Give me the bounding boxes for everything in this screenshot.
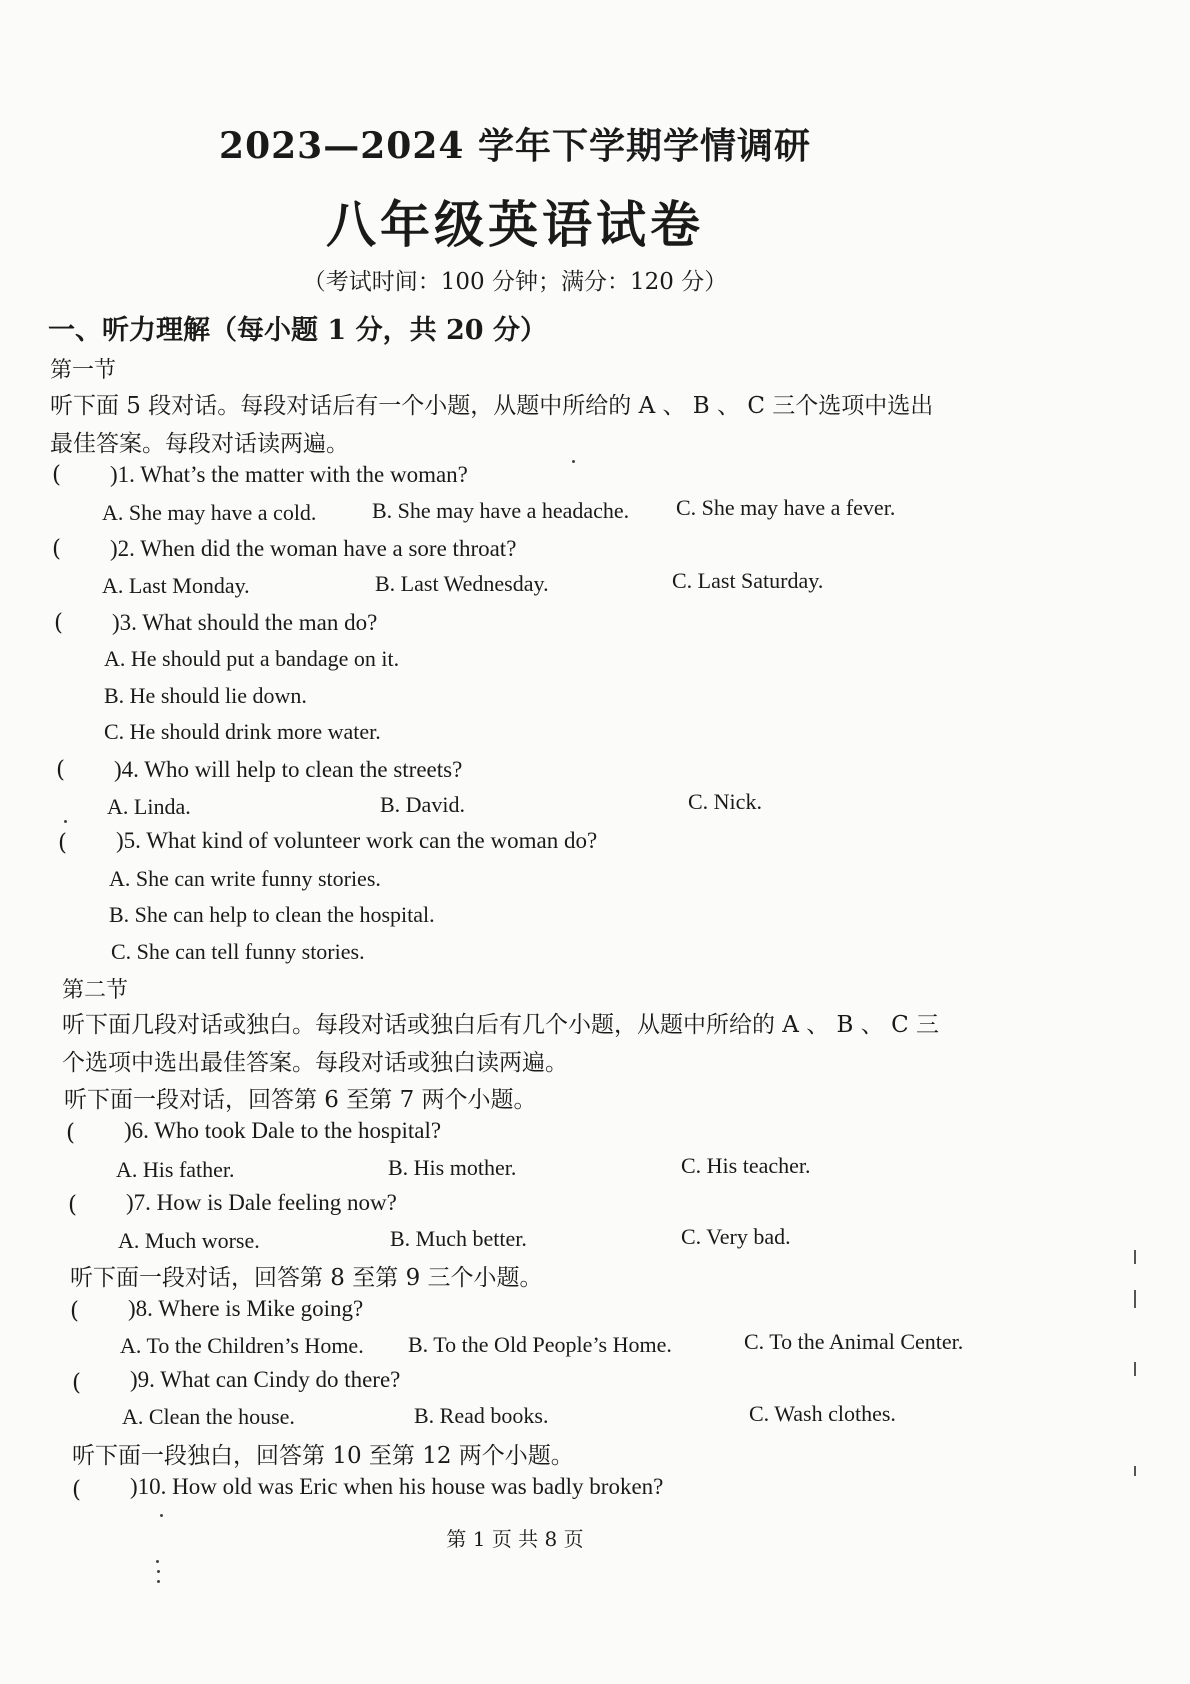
q3-option-c: C. He should drink more water. xyxy=(104,719,381,744)
answer-blank: ( xyxy=(52,462,61,488)
question-1: )1. What’s the matter with the woman? xyxy=(110,462,468,487)
margin-mark xyxy=(1134,1290,1136,1308)
margin-mark xyxy=(1134,1362,1136,1376)
margin-mark xyxy=(1134,1466,1136,1476)
scan-speck xyxy=(160,1514,163,1517)
question-8: )8. Where is Mike going? xyxy=(128,1296,364,1321)
q4-option-c: C. Nick. xyxy=(688,789,762,814)
answer-blank: ( xyxy=(70,1298,79,1324)
q8-option-b: B. To the Old People’s Home. xyxy=(408,1332,672,1357)
scan-speck xyxy=(64,820,67,823)
answer-blank: ( xyxy=(52,536,61,562)
scan-speck xyxy=(157,1570,160,1573)
question-2: )2. When did the woman have a sore throat? xyxy=(110,536,517,561)
scan-speck xyxy=(156,1560,159,1563)
q2-option-b: B. Last Wednesday. xyxy=(375,571,549,596)
q5-option-b: B. She can help to clean the hospital. xyxy=(109,902,435,927)
q3-option-a: A. He should put a bandage on it. xyxy=(104,646,400,671)
answer-blank: ( xyxy=(72,1370,81,1396)
answer-blank: ( xyxy=(72,1477,81,1503)
group-instruction-8-9: 听下面一段对话，回答第 8 至第 9 三个小题。 xyxy=(70,1265,543,1291)
part1-instruction-line2: 最佳答案。每段对话读两遍。 xyxy=(50,431,349,457)
group-instruction-10-12: 听下面一段独白，回答第 10 至第 12 两个小题。 xyxy=(72,1443,574,1469)
q1-option-a: A. She may have a cold. xyxy=(102,500,317,525)
part2-label: 第二节 xyxy=(62,978,129,1003)
question-5: )5. What kind of volunteer work can the woman do? xyxy=(116,828,598,853)
q6-option-b: B. His mother. xyxy=(388,1155,517,1180)
q6-option-a: A. His father. xyxy=(116,1157,235,1182)
q2-option-a: A. Last Monday. xyxy=(102,573,250,598)
q1-option-c: C. She may have a fever. xyxy=(676,495,896,520)
q1-option-b: B. She may have a headache. xyxy=(372,498,630,523)
question-9: )9. What can Cindy do there? xyxy=(130,1367,401,1392)
exam-info: （考试时间：100 分钟；满分：120 分） xyxy=(302,269,728,295)
part2-instruction-line2: 个选项中选出最佳答案。每段对话或独白读两遍。 xyxy=(62,1050,568,1076)
page-number: 第 1 页 共 8 页 xyxy=(446,1527,584,1551)
q7-option-a: A. Much worse. xyxy=(118,1228,260,1253)
q6-option-c: C. His teacher. xyxy=(681,1153,811,1178)
q5-option-c: C. She can tell funny stories. xyxy=(111,939,365,964)
scan-speck xyxy=(157,1580,160,1583)
q4-option-a: A. Linda. xyxy=(107,794,191,819)
q9-option-a: A. Clean the house. xyxy=(122,1404,295,1429)
question-6: )6. Who took Dale to the hospital? xyxy=(124,1118,442,1143)
section-heading: 一、听力理解（每小题 1 分，共 20 分） xyxy=(48,315,547,346)
q7-option-b: B. Much better. xyxy=(390,1226,527,1251)
question-7: )7. How is Dale feeling now? xyxy=(126,1190,397,1215)
q8-option-c: C. To the Animal Center. xyxy=(744,1329,964,1354)
subject-title: 八年级英语试卷 xyxy=(326,195,704,254)
q3-option-b: B. He should lie down. xyxy=(104,683,307,708)
answer-blank: ( xyxy=(58,830,67,856)
margin-mark xyxy=(1134,1250,1136,1264)
answer-blank: ( xyxy=(66,1120,75,1146)
question-10: )10. How old was Eric when his house was badly broken? xyxy=(130,1474,664,1499)
answer-blank: ( xyxy=(56,757,65,783)
q9-option-b: B. Read books. xyxy=(414,1403,549,1428)
q2-option-c: C. Last Saturday. xyxy=(672,568,824,593)
q5-option-a: A. She can write funny stories. xyxy=(109,866,381,891)
question-3: )3. What should the man do? xyxy=(112,610,378,635)
answer-blank: ( xyxy=(68,1192,77,1218)
answer-blank: ( xyxy=(54,610,63,636)
exam-title: 2023—2024 学年下学期学情调研 xyxy=(219,125,811,167)
part1-label: 第一节 xyxy=(50,358,117,383)
part2-instruction-line1: 听下面几段对话或独白。每段对话或独白后有几个小题，从题中所给的 A 、 B 、 C 三 xyxy=(62,1012,939,1038)
q7-option-c: C. Very bad. xyxy=(681,1224,791,1249)
part1-instruction-line1: 听下面 5 段对话。每段对话后有一个小题，从题中所给的 A 、 B 、 C 三个选项中选出 xyxy=(50,393,934,419)
group-instruction-6-7: 听下面一段对话，回答第 6 至第 7 两个小题。 xyxy=(64,1087,537,1113)
q8-option-a: A. To the Children’s Home. xyxy=(120,1333,364,1358)
q9-option-c: C. Wash clothes. xyxy=(749,1401,896,1426)
scan-speck xyxy=(572,460,575,463)
question-4: )4. Who will help to clean the streets? xyxy=(114,757,463,782)
q4-option-b: B. David. xyxy=(380,792,465,817)
